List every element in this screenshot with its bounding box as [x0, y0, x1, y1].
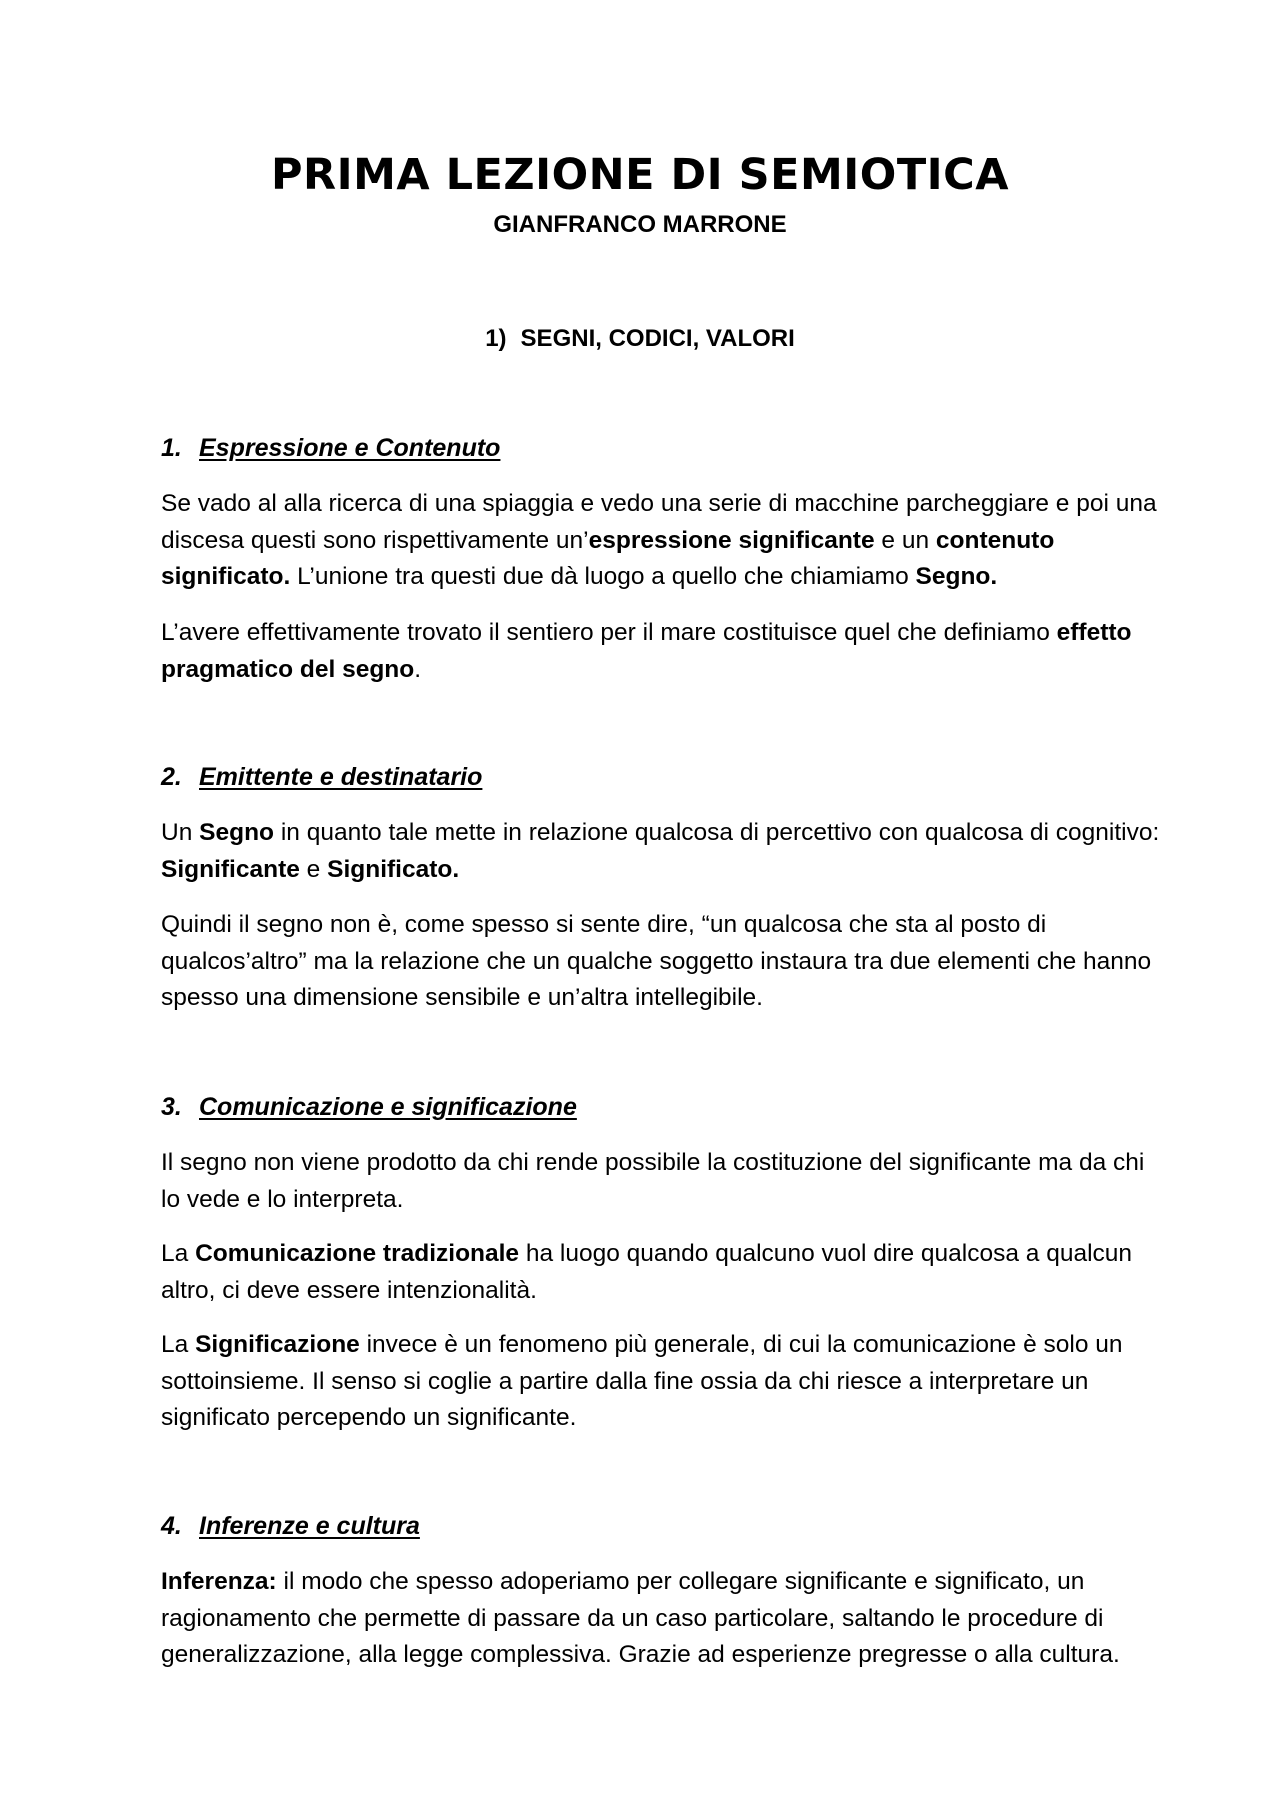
section-title: Emittente e destinatario: [199, 763, 483, 791]
section-title: Comunicazione e significazione: [199, 1093, 577, 1121]
bold-term: Segno.: [915, 563, 998, 590]
bold-term: Significazione: [195, 1331, 360, 1358]
section-heading-3: [161, 1093, 577, 1122]
paragraph-text: La: [161, 1331, 196, 1358]
paragraph: [161, 815, 1161, 888]
paragraph: [161, 1145, 1161, 1218]
section-body-3: [161, 1145, 1161, 1218]
section-body-1b: [161, 615, 1161, 688]
paragraph-text: Quindi il segno non è, come spesso si sente dire, “un qualcosa che sta al posto di qualcos’altro” ma la relazione che un qualche soggetto instaura tra due elementi che hanno spesso una dimensione sensibile e un’altra intellegibile.: [161, 911, 1152, 1011]
document-author: GIANFRANCO MARRONE: [493, 211, 787, 238]
section-body-2b: [161, 907, 1161, 1017]
section-number: 3.: [161, 1093, 182, 1121]
section-number: 4.: [161, 1512, 182, 1540]
section-body-2: [161, 815, 1161, 888]
document-title: PRIMA LEZIONE DI SEMIOTICA: [270, 150, 1010, 200]
chapter-title: SEGNI, CODICI, VALORI: [520, 325, 795, 352]
paragraph-text: Se vado al alla ricerca di una spiaggia e vedo una serie di macchine parcheggiare e poi una discesa questi sono rispettivamente un’: [161, 490, 1157, 554]
paragraph-text: il modo che spesso adoperiamo per collegare significante e significato, un ragionamento che permette di passare da un caso particolare, saltando le procedure di generalizzazione, alla legge complessiva. Grazie ad esperienze pregresse o alla cultura.: [161, 1568, 1120, 1668]
bold-term: Significato.: [327, 855, 460, 883]
section-body-1: [161, 486, 1161, 596]
paragraph-text: .: [414, 655, 422, 683]
paragraph-text: Il segno non viene prodotto da chi rende possibile la costituzione del significante ma da chi lo vede e lo interpreta.: [161, 1149, 1145, 1213]
paragraph: [161, 1327, 1161, 1437]
paragraph-text: invece è un fenomeno più generale, di cui la comunicazione è solo un sottoinsieme. Il senso si coglie a partire dalla fine ossia da chi riesce a interpretare un significato percependo un significante.: [161, 1331, 1123, 1431]
section-title: Espressione e Contenuto: [199, 434, 501, 462]
paragraph-text: L’avere effettivamente trovato il sentiero per il mare costituisce quel che definiamo: [161, 619, 1057, 646]
section-heading-2: [161, 763, 482, 792]
section-body-4: [161, 1564, 1161, 1674]
paragraph-text: L’unione tra questi due dà luogo a quello che chiamiamo: [290, 563, 916, 590]
bold-term: effetto pragmatico del segno: [161, 619, 1132, 683]
section-heading-1: [161, 434, 500, 463]
paragraph: [161, 907, 1161, 1017]
section-number: 2.: [161, 763, 182, 791]
paragraph-text: e: [299, 855, 328, 883]
paragraph: [161, 1236, 1161, 1309]
paragraph: [161, 615, 1161, 688]
section-title: Inferenze e cultura: [199, 1512, 420, 1540]
section-number: 1.: [161, 434, 182, 462]
bold-term: Significante: [161, 855, 300, 883]
paragraph-text: La: [161, 1240, 196, 1267]
bold-term: contenuto significato.: [161, 526, 1055, 590]
bold-term: Segno: [199, 819, 275, 846]
paragraph-text: e un: [874, 526, 936, 554]
chapter-number: 1): [485, 325, 507, 352]
paragraph-text: ha luogo quando qualcuno vuol dire qualcosa a qualcun altro, ci deve essere intenzionalità.: [161, 1240, 1133, 1304]
paragraph-text: in quanto tale mette in relazione qualcosa di percettivo con qualcosa di cognitivo:: [274, 819, 1160, 846]
bold-term: Inferenza:: [161, 1568, 277, 1595]
section-heading-4: [161, 1512, 420, 1541]
paragraph-text: Un: [161, 819, 200, 846]
bold-term: Comunicazione tradizionale: [195, 1240, 520, 1267]
section-body-3c: [161, 1327, 1161, 1437]
paragraph: [161, 1564, 1161, 1674]
bold-term: espressione significante: [588, 526, 875, 554]
paragraph: [161, 486, 1161, 596]
chapter-heading: [0, 325, 1280, 353]
section-body-3b: [161, 1236, 1161, 1309]
